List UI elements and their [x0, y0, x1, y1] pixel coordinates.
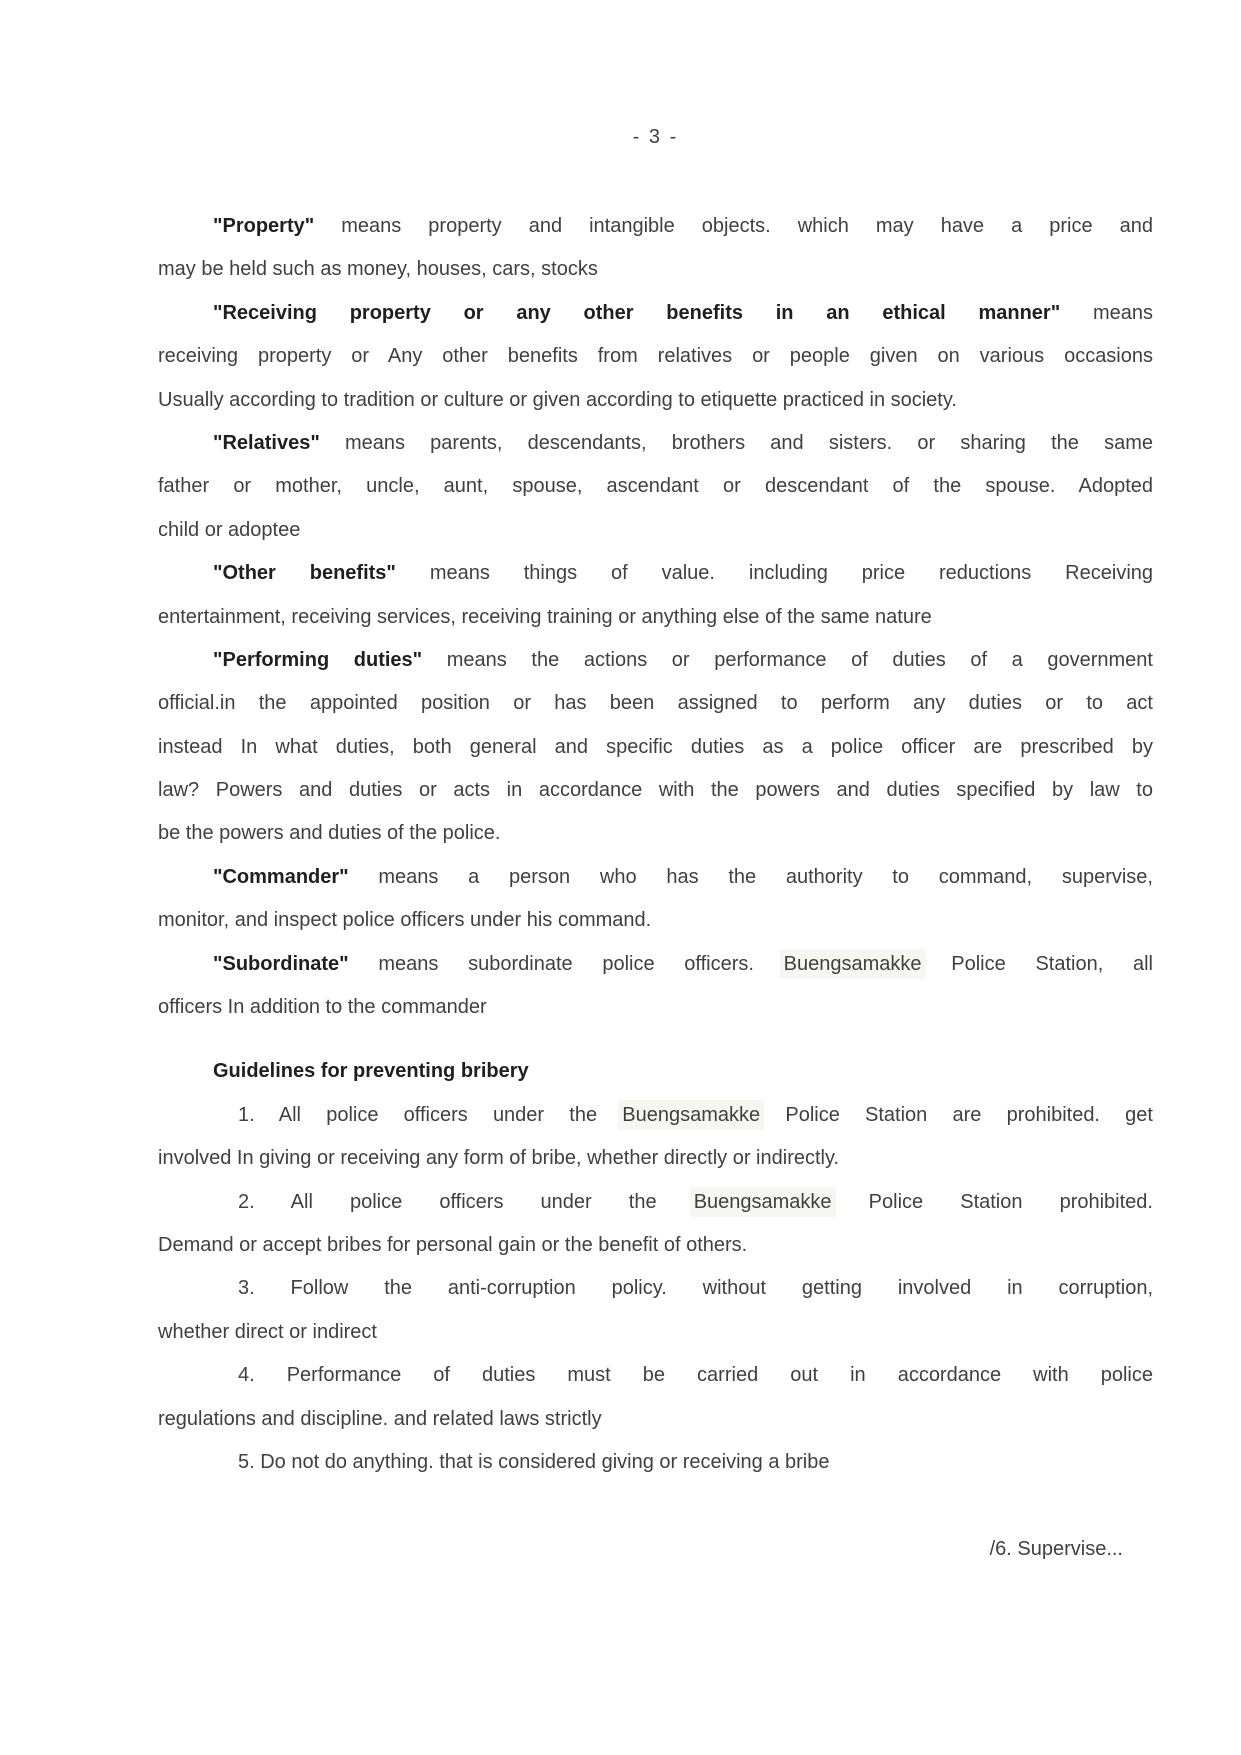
text-line	[158, 943, 1153, 986]
text-segment: monitor, and inspect police officers under his command.	[158, 909, 652, 932]
text-line	[158, 596, 1153, 639]
text-segment: Police Station are prohibited. get	[760, 1103, 1153, 1126]
text-line	[158, 726, 1153, 769]
text-segment: means	[1060, 301, 1153, 324]
text-segment: Police Station prohibited.	[831, 1190, 1153, 1213]
footer-continuation-note: /6. Supervise...	[989, 1538, 1123, 1560]
text-segment: means things of value. including price reductions Receiving	[395, 562, 1154, 585]
text-segment: "Property"	[213, 215, 315, 237]
text-line	[158, 1441, 1153, 1484]
highlighted-term: Buengsamakke	[622, 1103, 761, 1126]
text-line	[158, 248, 1153, 291]
text-line	[158, 1398, 1153, 1441]
text-segment: 1. All police officers under the	[238, 1103, 623, 1126]
text-line	[158, 205, 1153, 248]
text-segment: "Other benefits"	[213, 562, 396, 585]
text-line	[158, 1181, 1153, 1224]
text-line	[158, 812, 1153, 855]
text-line	[158, 335, 1153, 378]
text-segment: 5. Do not do anything. that is considered giving or receiving a bribe	[238, 1450, 830, 1473]
text-line	[158, 769, 1153, 812]
text-segment: means parents, descendants, brothers and sisters. or sharing the same	[319, 431, 1153, 454]
text-segment: "Subordinate"	[213, 952, 349, 975]
text-line	[158, 856, 1153, 899]
text-segment: whether direct or indirect	[158, 1320, 377, 1343]
text-line	[158, 1354, 1153, 1397]
text-line	[158, 1267, 1153, 1310]
text-segment: 3. Follow the anti-corruption policy. without getting involved in corruption,	[238, 1277, 1153, 1300]
text-segment: means subordinate police officers.	[348, 952, 784, 975]
text-segment: be the powers and duties of the police.	[158, 822, 501, 845]
text-segment: "Commander"	[213, 865, 349, 888]
text-segment: Police Station, all	[921, 952, 1153, 975]
text-line	[158, 1094, 1153, 1137]
text-segment: child or adoptee	[158, 518, 301, 541]
text-segment: regulations and discipline. and related laws strictly	[158, 1407, 602, 1430]
text-segment: entertainment, receiving services, receiving training or anything else of the same nature	[158, 605, 932, 628]
text-segment: father or mother, uncle, aunt, spouse, ascendant or descendant of the spouse. Adopted	[158, 475, 1153, 498]
text-line	[158, 1224, 1153, 1267]
text-segment: means the actions or performance of duties of a government	[422, 648, 1153, 671]
document-body	[158, 205, 1153, 1484]
text-segment: "Relatives"	[213, 431, 320, 454]
text-line	[158, 552, 1153, 595]
page-number: - 3 -	[632, 126, 679, 148]
text-segment: "Performing duties"	[213, 648, 423, 671]
text-line	[158, 1311, 1153, 1354]
text-segment: may be held such as money, houses, cars, stocks	[158, 258, 598, 281]
text-line	[158, 292, 1153, 335]
text-line	[158, 899, 1153, 942]
highlighted-term: Buengsamakke	[783, 952, 922, 975]
highlighted-term: Buengsamakke	[693, 1190, 832, 1213]
text-segment: 2. All police officers under the	[238, 1190, 694, 1213]
text-line	[158, 379, 1153, 422]
text-segment: official.in the appointed position or has been assigned to perform any duties or to act	[158, 692, 1153, 715]
text-line	[158, 1137, 1153, 1180]
text-segment: Usually according to tradition or culture or given according to etiquette practiced in society.	[158, 388, 957, 411]
text-segment: officers In addition to the commander	[158, 996, 487, 1019]
text-line	[158, 639, 1153, 682]
text-segment: means a person who has the authority to command, supervise,	[348, 865, 1153, 888]
section-heading: Guidelines for preventing bribery	[213, 1060, 529, 1083]
text-segment: receiving property or Any other benefits from relatives or people given on various occasions	[158, 345, 1153, 368]
text-segment: involved In giving or receiving any form of bribe, whether directly or indirectly.	[158, 1147, 840, 1170]
text-segment: law? Powers and duties or acts in accordance with the powers and duties specified by law to	[158, 779, 1153, 802]
text-line	[158, 422, 1153, 465]
text-line	[158, 682, 1153, 725]
text-segment: means property and intangible objects. which may have a price and	[314, 215, 1153, 237]
text-segment: instead In what duties, both general and specific duties as a police officer are prescribed by	[158, 735, 1153, 758]
text-line	[158, 509, 1153, 552]
text-segment: 4. Performance of duties must be carried out in accordance with police	[238, 1364, 1153, 1387]
text-line	[158, 986, 1153, 1029]
text-segment: Demand or accept bribes for personal gain or the benefit of others.	[158, 1233, 748, 1256]
text-segment: "Receiving property or any other benefits in an ethical manner"	[213, 301, 1061, 324]
text-line	[158, 465, 1153, 508]
